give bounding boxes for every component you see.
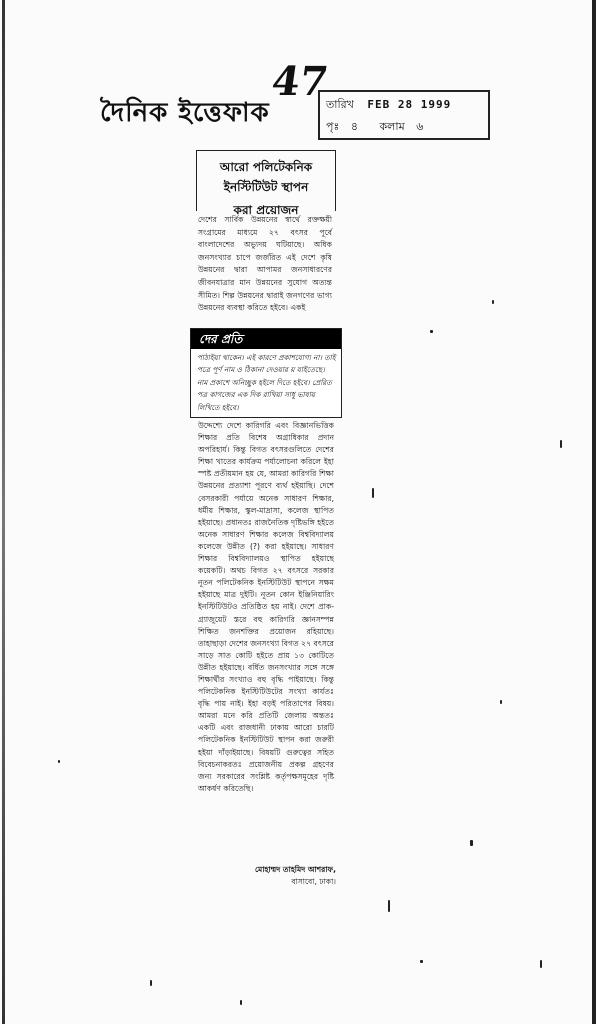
letter-clipping <box>196 150 336 892</box>
scan-speck <box>58 760 60 763</box>
scan-speck <box>240 1000 242 1005</box>
stamp-date-label: তারিখ <box>326 98 354 111</box>
date-stamp <box>318 90 490 140</box>
author-location: বাসাবো, ঢাকা। <box>291 877 336 886</box>
scan-speck <box>420 960 423 963</box>
stamp-page-value: ৪ <box>350 120 358 133</box>
stamp-page-label: পৃঃ <box>326 120 340 133</box>
scan-speck <box>492 300 494 304</box>
stamp-column-label: কলাম <box>379 120 405 133</box>
headline-line-3: করা প্রয়োজন <box>233 203 299 217</box>
scan-speck <box>372 488 374 498</box>
notice-text: পাঠাইয়া থাকেন। এই কারণে প্রকাশযোগ্য না। তাই পত্রে পূর্ণ নাম ও ঠিকানা দেওয়ার য় যাইতেছে। নাম প্রকাশে অনিচ্ছুক হইলে দিতে হইবে। প্রেরিত পত্র কাগজের এক দিক রাখিয়া সাধু ভাষায় লিখিতে হইবে। <box>197 353 336 412</box>
scan-speck <box>388 900 390 912</box>
handwritten-page-number: 47 <box>268 58 331 105</box>
author-signature <box>216 864 336 888</box>
article-body-part-2: উদ্দেশ্যে দেশে কারিগরি এবং বিজ্ঞানভিত্তিক শিক্ষার প্রতি বিশেষ অগ্রাধিকার প্রদান অপরিহার্য। কিন্তু বিগত বৎসরগুলিতে দেশের শিক্ষা খাতের কার্যক্রম পর্যালোচনা করিলে ইহা স্পষ্ট প্রতীয়মান হয় যে, আমরা কারিগরি শিক্ষা উন্নয়নের প্রত্যাশা পূরণে ব্যর্থ হইয়াছি। দেশে বেসরকারী পর্যায়ে অনেক সাধারণ শিক্ষার, ধর্মীয় শিক্ষার, স্কুল-মাদ্রাসা, কলেজ স্থাপিত হইয়াছে। প্রধানতঃ রাজনৈতিক দৃষ্টিভঙ্গি হইতে অনেক সাধারণ শিক্ষার কলেজ বিশ্ববিদ্যালয় কলেজে উন্নীত (?) করা হইয়াছে। সাধারণ শিক্ষার বিশ্ববিদ্যালয়ও স্থাপিত হইয়াছে কয়েকটি। অথচ বিগত ২৭ বৎসরে সরকার নূতন পলিটেকনিক ইনস্টিটিউট স্থাপনে সক্ষম হইয়াছে মাত্র দুইটি। নূতন কোন ইঞ্জিনিয়ারিং ইনস্টিটিউটও প্রতিষ্ঠিত হয় নাই। দেশে প্রাক-গ্র্যাজুয়েট স্তরে বহু কারিগরি জ্ঞানসম্পন্ন শিক্ষিত জনশক্তির প্রয়োজন রহিয়াছে। তাহাছাড়া দেশের জনসংখ্যা বিগত ২৭ বৎসরে সাড়ে সাত কোটি হইতে প্রায় ১৩ কোটিতে উন্নীত হইয়াছে। বর্ধিত জনসংখ্যার সঙ্গে সঙ্গে শিক্ষার্থীর সংখ্যাও বহু বৃদ্ধি পাইয়াছে। কিন্তু পলিটেকনিক ইনস্টিটিউটের সংখ্যা কার্যতঃ বৃদ্ধি পায় নাই। ইহা বড়ই পরিতাপের বিষয়। আমরা মনে করি প্রতিটি জেলায় অন্ততঃ একটি এবং রাজধানী ঢাকায় আরো চারটি পলিটেকনিক ইনস্টিটিউট স্থাপন করা জরুরী হইয়া দাঁড়াইয়াছে। বিষয়টি গুরুত্বের সহিত বিবেচনাকরতঃ প্রয়োজনীয় প্রকল্প গ্রহণের জন্য সরকারের সংশ্লিষ্ট কর্তৃপক্ষসমূহের দৃষ্টি আকর্ষণ করিতেছি। <box>198 421 334 793</box>
scan-speck <box>560 440 562 448</box>
headline-line-1: আরো পলিটেকনিক <box>219 160 313 174</box>
scan-speck <box>540 960 542 968</box>
stamp-column-value: ৬ <box>416 120 424 133</box>
stamp-page-row <box>326 118 423 137</box>
scan-speck <box>500 700 502 704</box>
headline-line-2: ইনস্টিটিউট স্থাপন <box>223 180 309 194</box>
article-body-part-1: দেশের সার্বিক উন্নয়নের স্বার্থে রক্তক্ষয়ী সংগ্রামের মাধ্যমে ২৭ বৎসর পূর্বে বাংলাদেশের অভ্যুদয় ঘটিয়াছে। অধিক জনসংখ্যার চাপে জর্জরিত এই দেশে কৃষি উন্নয়নের দ্বারা আপামর জনসাধারণের জীবনযাত্রার মান উন্নয়নের সুযোগ অত্যন্ত সীমিত। শিল্প উন্নয়নের দ্বারাই জনগণের ভাগ্য উন্নয়নের ব্যবস্থা করিতে হইবে। একই <box>198 215 332 313</box>
scan-speck <box>430 330 433 333</box>
notice-heading: দের প্রতি <box>191 329 341 349</box>
editor-notice-box <box>190 328 342 418</box>
scan-speck <box>470 840 473 846</box>
left-scan-edge <box>2 0 5 1024</box>
stamp-date-value: FEB 28 1999 <box>367 98 452 111</box>
stamp-date-row <box>326 96 451 115</box>
right-scan-edge <box>592 0 596 1024</box>
newspaper-name: দৈনিক ইত্তেফাক <box>100 98 270 128</box>
scan-speck <box>150 980 152 986</box>
article-headline <box>196 150 336 217</box>
author-name: মোহাম্মদ তাহমিদ আশরাফ, <box>254 865 336 874</box>
